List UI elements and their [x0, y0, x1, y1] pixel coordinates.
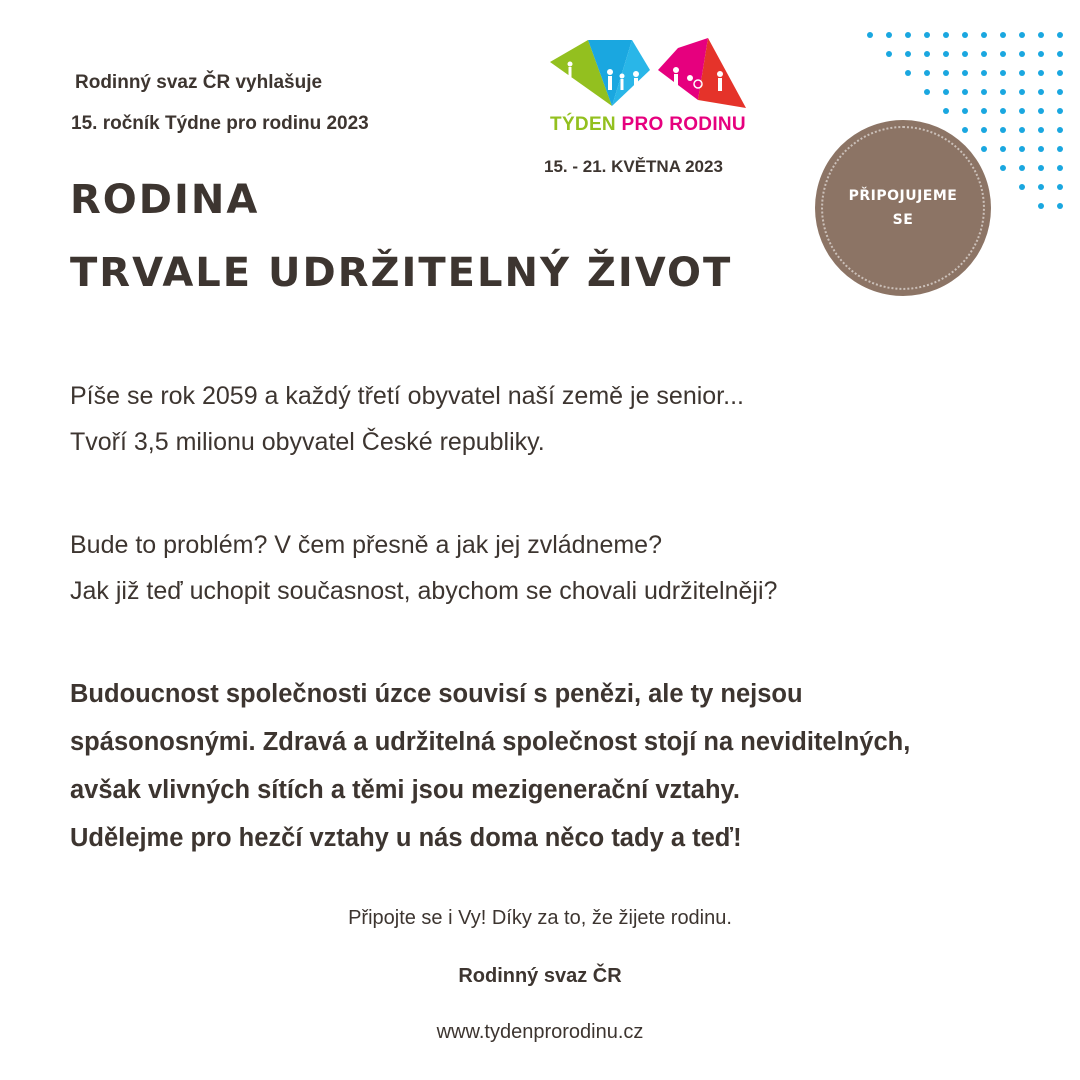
decor-dot [1019, 70, 1025, 76]
decor-dot [1019, 108, 1025, 114]
decor-dot [981, 89, 987, 95]
decor-dot [1057, 51, 1063, 57]
decor-dot [924, 51, 930, 57]
decor-dot [1019, 165, 1025, 171]
decor-dot [981, 32, 987, 38]
paragraph-3-line: Udělejme pro hezčí vztahy u nás doma něco tady a teď! [70, 824, 742, 852]
footer-url[interactable]: www.tydenprorodinu.cz [436, 1021, 644, 1043]
join-badge [815, 120, 991, 296]
decor-dot [962, 32, 968, 38]
decor-dot [1057, 146, 1063, 152]
paragraph-3-line: Budoucnost společnosti úzce souvisí s penězi, ale ty nejsou [70, 680, 803, 708]
event-dates: 15. - 21. KVĚTNA 2023 [544, 157, 723, 176]
decor-dot [1057, 89, 1063, 95]
paragraph-1-line: Tvoří 3,5 milionu obyvatel České republiky. [70, 428, 545, 456]
decor-dot [1019, 89, 1025, 95]
title-line-1: RODINA [70, 177, 260, 223]
decor-dot [924, 32, 930, 38]
decor-dot [981, 108, 987, 114]
logo-word-tyden: TÝDEN [550, 114, 616, 135]
decor-dot [1038, 108, 1044, 114]
decor-dot [1038, 32, 1044, 38]
decor-dot [1000, 127, 1006, 133]
footer-thanks: Připojte se i Vy! Díky za to, že žijete rodinu. [348, 907, 732, 929]
decor-dot [905, 32, 911, 38]
decor-dot [962, 70, 968, 76]
decor-dot [1019, 184, 1025, 190]
decor-dot [1038, 127, 1044, 133]
badge-line-1: PŘIPOJUJEME [848, 188, 958, 204]
paragraph-3-line: spásonosnými. Zdravá a udržitelná společnost stojí na neviditelných, [70, 728, 911, 756]
decor-dot [1000, 89, 1006, 95]
title-line-2: TRVALE UDRŽITELNÝ ŽIVOT [70, 250, 733, 296]
decor-dot [943, 70, 949, 76]
decor-dot [981, 146, 987, 152]
decor-dot [943, 108, 949, 114]
decor-dot [981, 51, 987, 57]
decor-dot [943, 89, 949, 95]
decor-dot [1038, 70, 1044, 76]
logo-word-pro-rodinu: PRO RODINU [621, 114, 746, 135]
decor-dot [1019, 51, 1025, 57]
paragraph-2-line: Jak již teď uchopit současnost, abychom se chovali udržitelněji? [70, 577, 778, 605]
decor-dot [1038, 51, 1044, 57]
decor-dot [1057, 203, 1063, 209]
footer-org: Rodinný svaz ČR [458, 965, 622, 987]
decor-dot [981, 127, 987, 133]
logo-wordmark [548, 114, 748, 136]
paragraph-3-line: avšak vlivných sítích a těmi jsou mezigenerační vztahy. [70, 776, 740, 804]
decor-dot [924, 89, 930, 95]
decor-dot [1000, 146, 1006, 152]
decor-dot [962, 127, 968, 133]
decor-dot [924, 70, 930, 76]
decor-dot [1038, 89, 1044, 95]
paragraph-1-line: Píše se rok 2059 a každý třetí obyvatel naší země je senior... [70, 382, 744, 410]
decor-dot [1038, 203, 1044, 209]
decor-dot [943, 51, 949, 57]
decor-dot [867, 32, 873, 38]
decor-dot [1000, 51, 1006, 57]
decor-dot [1000, 32, 1006, 38]
decor-dot [1038, 165, 1044, 171]
decor-dot [1019, 32, 1025, 38]
decor-dot [962, 89, 968, 95]
decor-dot [905, 70, 911, 76]
announcement-text: Rodinný svaz ČR vyhlašuje [75, 72, 323, 93]
decor-dot [905, 51, 911, 57]
decor-dot [1038, 184, 1044, 190]
paragraph-3-bold [70, 670, 1050, 862]
badge-text [828, 184, 978, 232]
decor-dot [1057, 165, 1063, 171]
paragraph-1 [70, 373, 744, 465]
decor-dot [1019, 127, 1025, 133]
badge-line-2: SE [892, 212, 914, 228]
decor-dot [1057, 184, 1063, 190]
decor-dot [1000, 108, 1006, 114]
decor-dot [1057, 127, 1063, 133]
decor-dot [886, 51, 892, 57]
paragraph-2-line: Bude to problém? V čem přesně a jak jej zvládneme? [70, 531, 662, 559]
decor-dot [1000, 165, 1006, 171]
decor-dot [1019, 146, 1025, 152]
decor-dot [943, 32, 949, 38]
decor-dot [981, 70, 987, 76]
paragraph-2 [70, 522, 777, 614]
decor-dot [962, 51, 968, 57]
decor-dot [962, 108, 968, 114]
decor-dot [1000, 70, 1006, 76]
decor-dot [1057, 70, 1063, 76]
decor-dot [1057, 108, 1063, 114]
decor-dot [1038, 146, 1044, 152]
decor-dot [886, 32, 892, 38]
decor-dot [1057, 32, 1063, 38]
edition-text: 15. ročník Týdne pro rodinu 2023 [71, 113, 369, 134]
